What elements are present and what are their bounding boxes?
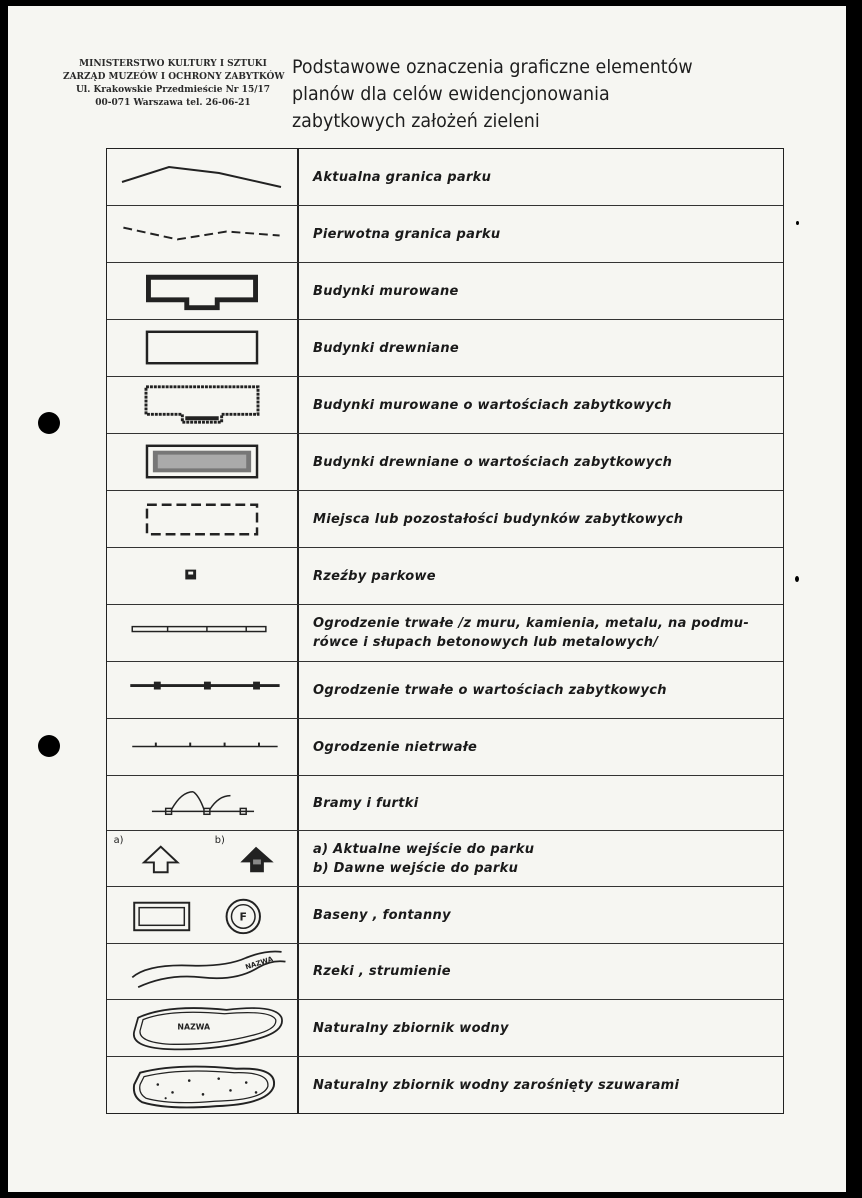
historic-masonry-building-icon [107,377,297,433]
legend-text-line-2: b) Dawne wejście do parku [313,860,519,876]
temporary-fence-icon [107,719,297,775]
reed-lake-icon [107,1057,297,1113]
dashed-boundary-line-icon [107,206,297,262]
legend-text: Bramy i furtki [313,795,419,811]
legend-text: Naturalny zbiornik wodny zarośnięty szuwarami [313,1077,680,1093]
legend-row [107,149,783,205]
wooden-building-icon [107,320,297,376]
stamp-line-4: 00-071 Warszawa tel. 26-06-21 [95,98,251,108]
pool-fountain-icon [107,887,297,943]
legend-text: Miejsca lub pozostałości budynków zabytkowych [313,511,684,527]
stamp-line-1: MINISTERSTWO KULTURY I SZTUKI [79,59,267,69]
label-b: b) [214,834,225,846]
lake-icon [107,1000,297,1056]
gate-icon [107,776,297,830]
legend-text: Rzeki , strumienie [313,964,451,979]
stamp-line-2: ZARZĄD MUZEÓW I OCHRONY ZABYTKÓW [63,72,285,82]
legend-text: Rzeźby parkowe [313,568,436,584]
legend-row [107,262,783,319]
historic-fence-icon [107,662,297,718]
legend-row [107,886,783,943]
solid-boundary-line-icon [107,149,297,205]
legend-text: Budynki murowane [313,283,459,299]
sculpture-icon [107,548,297,604]
stamp-line-3: Ul. Krakowskie Przedmieście Nr 15/17 [75,85,271,95]
building-remains-icon [107,491,297,547]
document-page [8,6,846,1192]
legend-text: Aktualna granica parku [313,169,492,185]
legend-table [106,148,784,1114]
label-a: a) [113,834,124,846]
legend-row [107,999,783,1056]
punch-hole [38,735,60,757]
legend-row [107,661,783,718]
legend-text-line-1: Ogrodzenie trwałe /z muru, kamienia, metalu, na podmu- [313,616,750,631]
ministry-stamp [63,58,283,110]
historic-wooden-building-icon [107,434,297,490]
legend-row [107,830,783,886]
punch-hole [38,412,60,434]
scan-speck [796,221,799,225]
fountain-letter: F [239,910,247,924]
legend-text: Budynki drewniane [313,340,460,356]
legend-text: Baseny , fontanny [313,907,451,923]
legend-row [107,547,783,604]
legend-text-line-2: rówce i słupach betonowych lub metalowych/ [313,635,659,650]
legend-row [107,319,783,376]
legend-text: Budynki murowane o wartościach zabytkowych [313,397,672,413]
legend-text: Budynki drewniane o wartościach zabytkowych [313,454,673,470]
legend-row [107,775,783,830]
legend-row [107,718,783,775]
legend-text: Naturalny zbiornik wodny [313,1020,509,1036]
legend-text-line-1: a) Aktualne wejście do parku [313,841,535,857]
legend-row [107,433,783,490]
legend-row [107,376,783,433]
legend-row [107,205,783,262]
legend-text: Ogrodzenie trwałe o wartościach zabytkowych [313,682,667,698]
masonry-building-icon [107,263,297,319]
river-name-label: NAZWA [244,954,275,972]
scan-speck [795,576,799,582]
legend-row [107,1056,783,1113]
legend-row [107,604,783,661]
entrance-arrows-icon [107,831,297,886]
legend-row [107,943,783,999]
lake-name-label: NAZWA [177,1022,211,1032]
title-line-3: zabytkowych założeń zieleni [292,110,540,132]
title-line-1: Podstawowe oznaczenia graficzne elementów [292,56,693,78]
legend-text: Pierwotna granica parku [313,226,501,242]
river-icon [107,944,297,999]
permanent-fence-icon [107,605,297,661]
legend-row [107,490,783,547]
document-title [292,54,724,135]
title-line-2: planów dla celów ewidencjonowania [292,83,610,105]
legend-text: Ogrodzenie nietrwałe [313,739,478,755]
